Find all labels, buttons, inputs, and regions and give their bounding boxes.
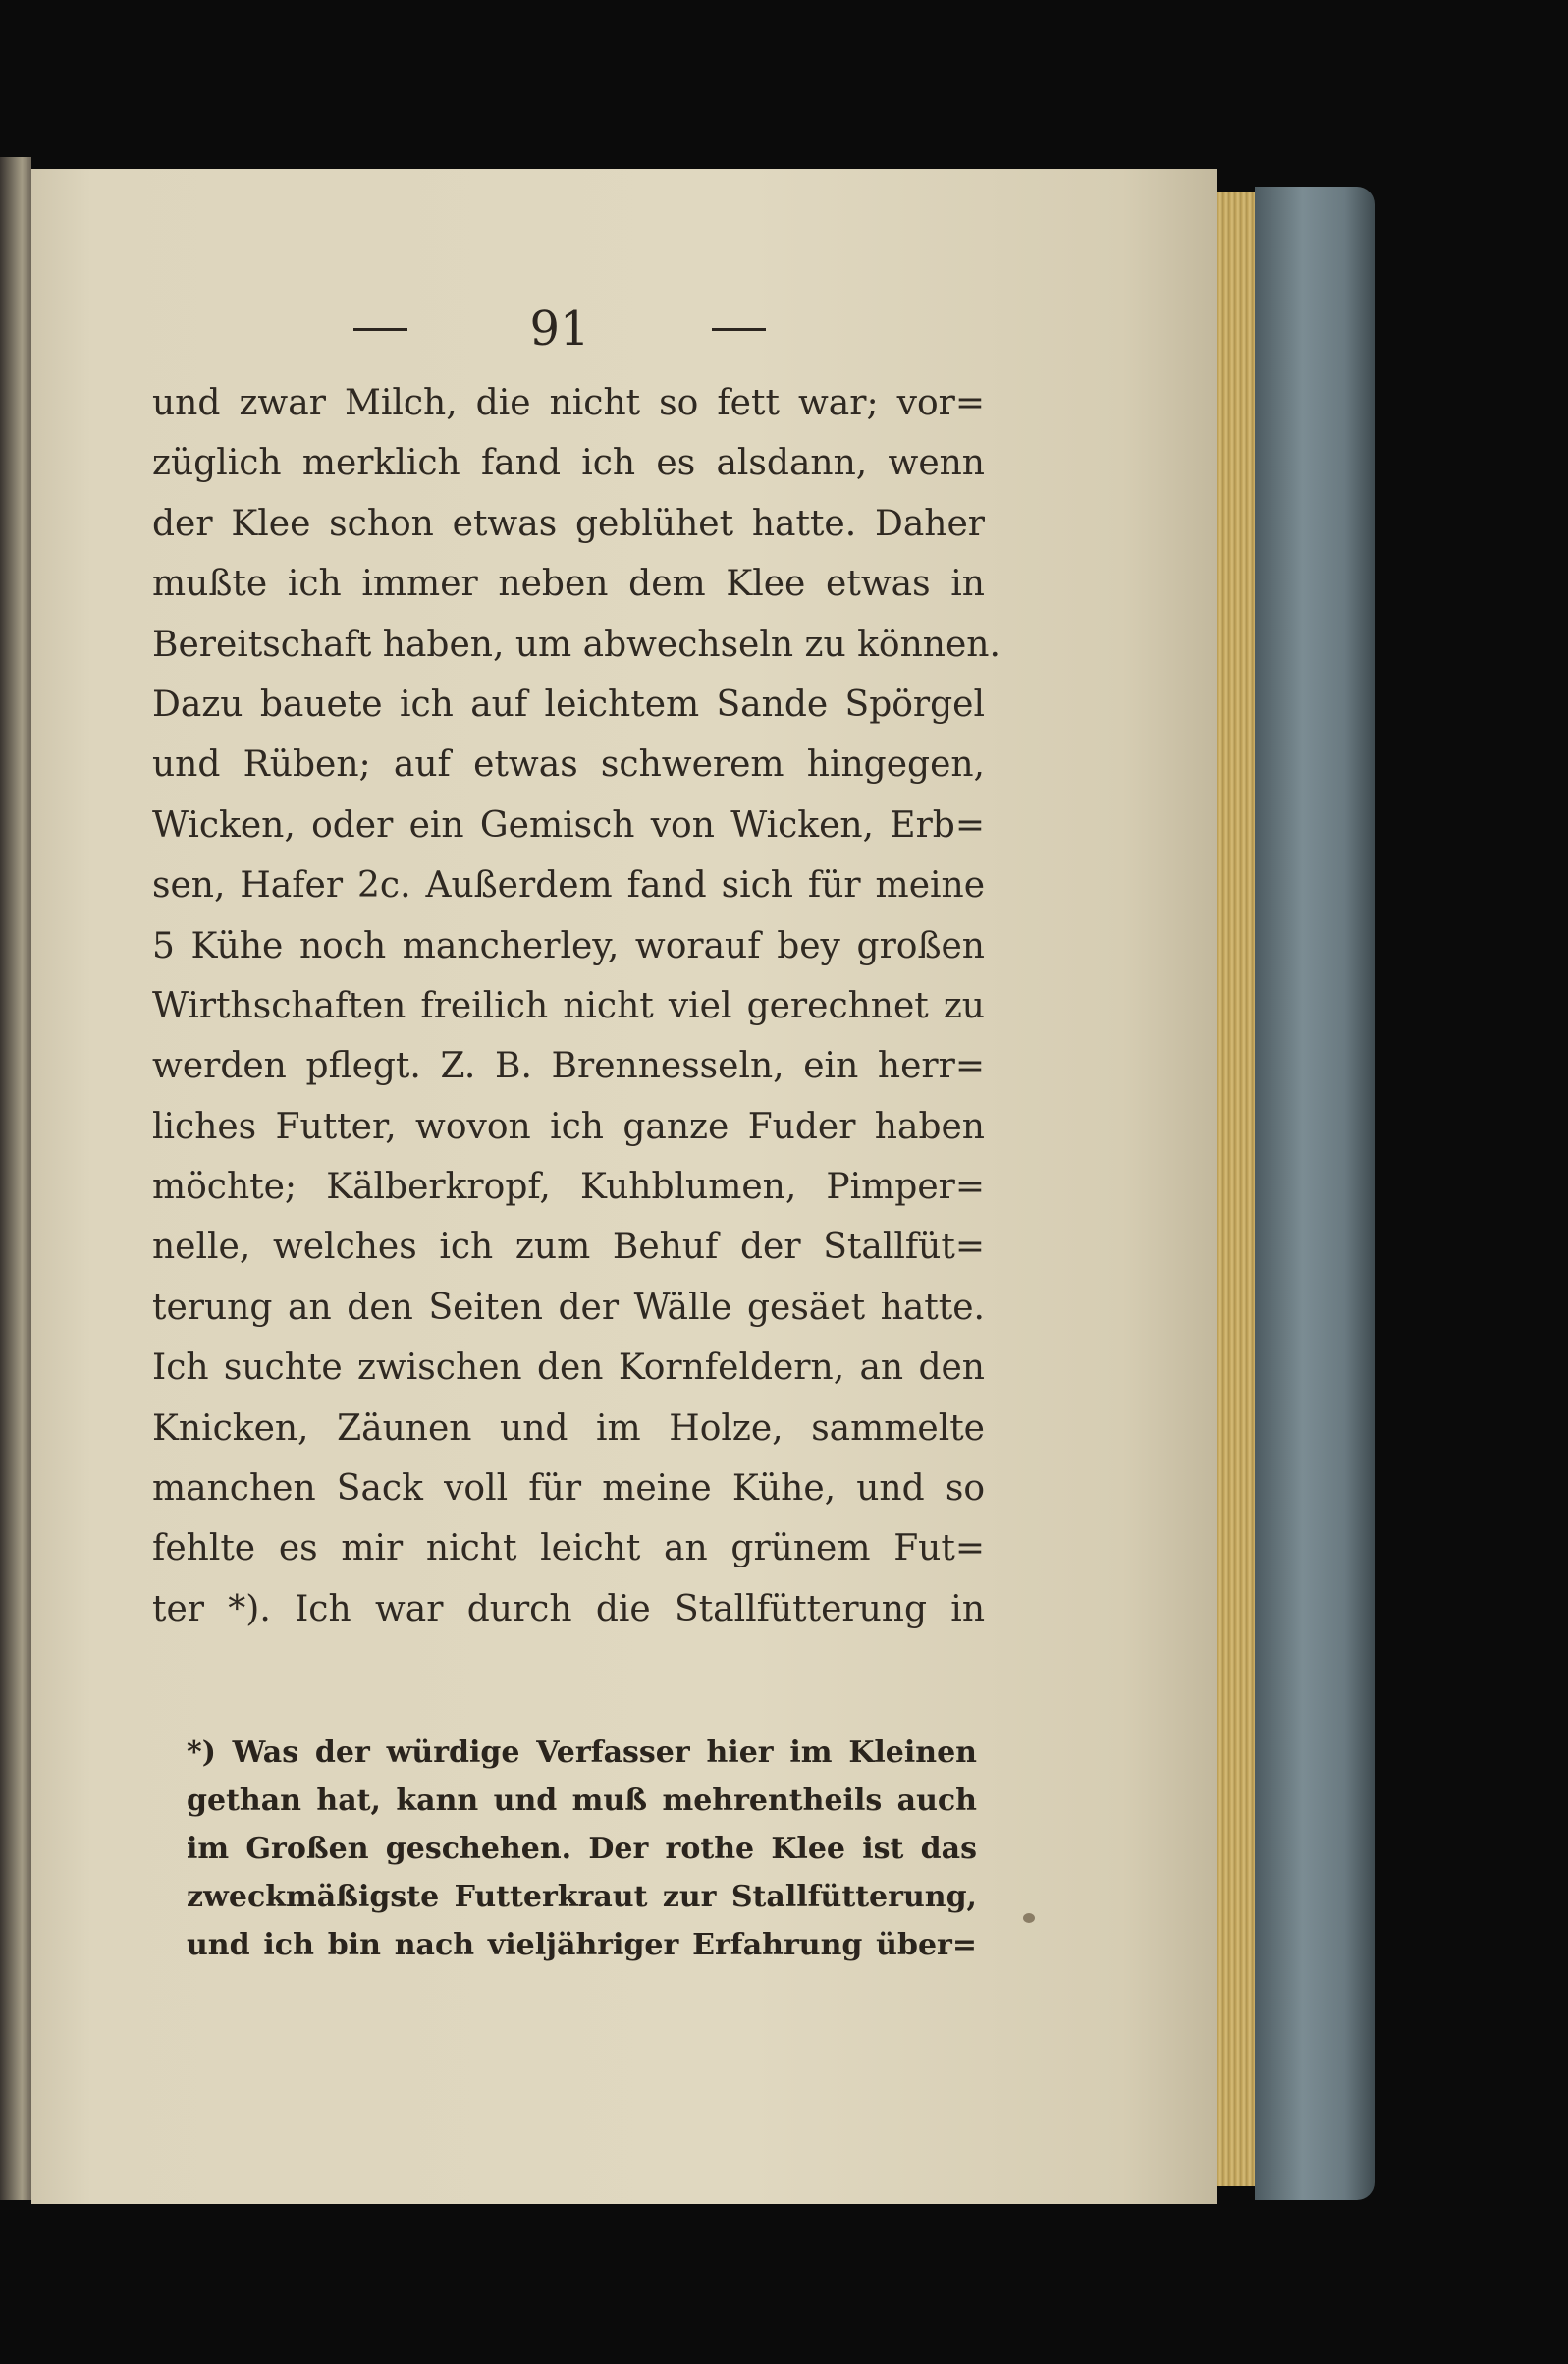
- text-line: Knicken, Zäunen und im Holze, sammelte: [152, 1407, 985, 1449]
- text-line: Bereitschaft haben, um abwechseln zu können.: [152, 624, 1000, 665]
- text-line: und Rüben; auf etwas schwerem hingegen,: [152, 744, 985, 786]
- text-line: möchte; Kälberkropf, Kuhblumen, Pimper=: [152, 1167, 985, 1208]
- gilt-page-edges: [1217, 192, 1255, 2186]
- footnote-line: *) Was der würdige Verfasser hier im Kleinen: [187, 1735, 977, 1770]
- footnote-line: zweckmäßigste Futterkraut zur Stallfütterung,: [187, 1880, 977, 1914]
- body-text: [152, 373, 1000, 1639]
- text-line: manchen Sack voll für meine Kühe, und so: [152, 1468, 985, 1510]
- header-dash-right: [712, 328, 766, 331]
- text-line: Wirthschaften freilich nicht viel gerechnet zu: [152, 985, 985, 1026]
- text-line: liches Futter, wovon ich ganze Fuder haben: [152, 1106, 985, 1147]
- page-number: 91: [529, 302, 590, 357]
- footnote: [187, 1729, 977, 1969]
- text-line: nelle, welches ich zum Behuf der Stallfüt=: [152, 1227, 985, 1268]
- facing-page-edge: [0, 157, 31, 2200]
- paper-speck: [1023, 1913, 1035, 1923]
- text-line: 5 Kühe noch mancherley, worauf bey großen: [152, 925, 985, 966]
- text-line: der Klee schon etwas geblühet hatte. Daher: [152, 503, 985, 544]
- footnote-line: und ich bin nach vieljähriger Erfahrung über=: [187, 1928, 977, 1962]
- header-dash-left: [353, 328, 407, 331]
- text-line: fehlte es mir nicht leicht an grünem Fut=: [152, 1528, 985, 1569]
- text-line: sen, Hafer 2c. Außerdem fand sich für meine: [152, 865, 985, 907]
- footnote-line: im Großen geschehen. Der rothe Klee ist das: [187, 1832, 977, 1866]
- text-line: werden pflegt. Z. B. Brennesseln, ein herr=: [152, 1046, 985, 1087]
- text-line: mußte ich immer neben dem Klee etwas in: [152, 564, 985, 605]
- page-header: [353, 295, 766, 363]
- text-line: ter *). Ich war durch die Stallfütterung in: [152, 1588, 985, 1629]
- text-line: terung an den Seiten der Wälle gesäet hatte.: [152, 1287, 985, 1328]
- footnote-line: gethan hat, kann und muß mehrentheils auch: [187, 1784, 977, 1818]
- text-line: Dazu bauete ich auf leichtem Sande Spörgel: [152, 684, 985, 725]
- text-line: Wicken, oder ein Gemisch von Wicken, Erb=: [152, 804, 985, 846]
- text-line: züglich merklich fand ich es alsdann, wenn: [152, 443, 985, 484]
- text-line: Ich suchte zwischen den Kornfeldern, an den: [152, 1347, 985, 1389]
- text-line: und zwar Milch, die nicht so fett war; vor=: [152, 383, 985, 423]
- book-cover-board: [1255, 187, 1375, 2200]
